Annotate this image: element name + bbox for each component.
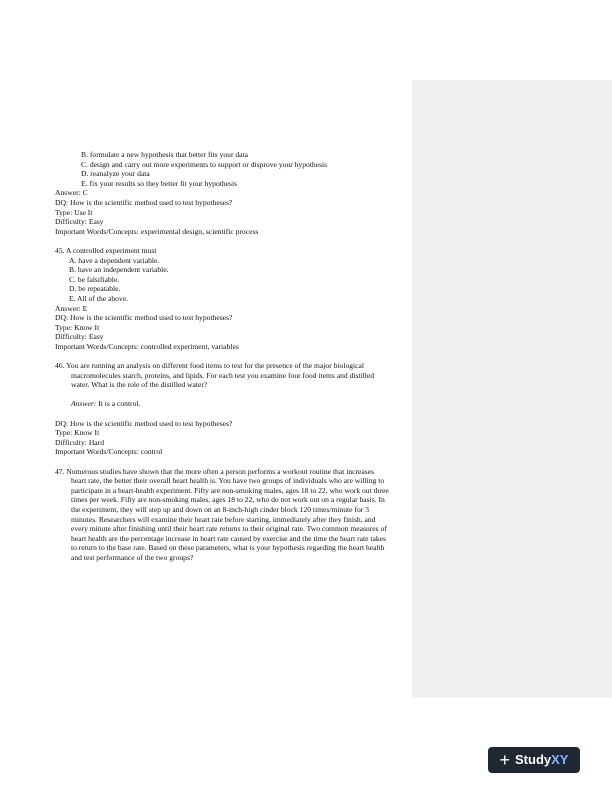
q46-answer <box>55 399 390 409</box>
q45-option-a: A. have a dependent variable. <box>69 255 160 265</box>
q45-option-e: E. All of the above. <box>69 293 129 303</box>
comment-pane <box>412 80 612 698</box>
q44-option-b: B. formulate a new hypothesis that better fits your data <box>81 150 249 159</box>
q46-words: Important Words/Concepts: control <box>55 447 163 457</box>
q44-difficulty: Difficulty: Easy <box>55 217 104 227</box>
q46-dq: DQ: How is the scientific method used to test hypotheses? <box>55 418 233 428</box>
q45-option-b: B. have an independent variable. <box>69 265 169 275</box>
q46-answer-text: It is a control. <box>96 399 141 409</box>
q44-option-d: D. reanalyze your data <box>81 169 150 179</box>
q44-dq: DQ: How is the scientific method used to test hypotheses? <box>55 197 233 207</box>
q46-stem: 46. You are running an analysis on different food items to test for the presence of the major biological macromolecules starch, proteins, and lipids. For each test you examine four food items and distilled water. What is the role of the distilled water? <box>55 361 375 390</box>
q44-option-c: C. design and carry out more experiments to support or disprove your hypothesis <box>81 159 328 169</box>
plus-icon: + <box>499 750 511 770</box>
document-body <box>55 150 390 563</box>
q45-option-c: C. be falsifiable. <box>69 274 120 284</box>
q45-type: Type: Know It <box>55 322 100 332</box>
brand-suffix: XY <box>551 752 569 768</box>
q44-words: Important Words/Concepts: experimental design, scientific process <box>55 226 259 236</box>
q44-answer: Answer: C <box>55 188 88 198</box>
q45-option-d: D. be repeatable. <box>69 284 121 294</box>
q44-type: Type: Use It <box>55 207 93 217</box>
q46-type: Type: Know It <box>55 428 100 438</box>
q45-stem: 45. A controlled experiment must <box>55 245 157 255</box>
q45-words: Important Words/Concepts: controlled experiment, variables <box>55 341 239 351</box>
q46-answer-label: Answer: <box>71 399 97 409</box>
q45-difficulty: Difficulty: Easy <box>55 332 104 342</box>
q46-difficulty: Difficulty: Hard <box>55 437 104 447</box>
q44-option-e: E. fix your results so they better fit your hypothesis <box>81 178 238 188</box>
q45-answer: Answer: E <box>55 303 88 313</box>
brand-prefix: Study <box>515 752 552 768</box>
q47-stem: 47. Numerous studies have shown that the more often a person performs a workout routine that increases heart rate, the better their overall heart health is. You have two groups of individuals who are willing to participate in a heart-health experiment. Fifty are non-smoking males, ages 18 to 22, who work out three times per week. Fifty are non-smoking males, ages 18 to 22, who do not work out on a regular basis. In the experiment, they will step up and down on an 8-inch-high cinder block 120 times/minute for 3 minutes. Researchers will examine their heart rate before starting, immediately after they finish, and every minute after finishing until their heart rate returns to their original rate. Two common measures of heart health are the percentage increase in heart rate caused by exercise and the time the heart rate takes to return to the base rate. Based on these parameters, what is your hypothesis regarding the heart health and test performance of the two groups? <box>55 466 389 562</box>
q45-dq: DQ: How is the scientific method used to test hypotheses? <box>55 313 233 323</box>
studyxy-logo <box>488 747 580 773</box>
